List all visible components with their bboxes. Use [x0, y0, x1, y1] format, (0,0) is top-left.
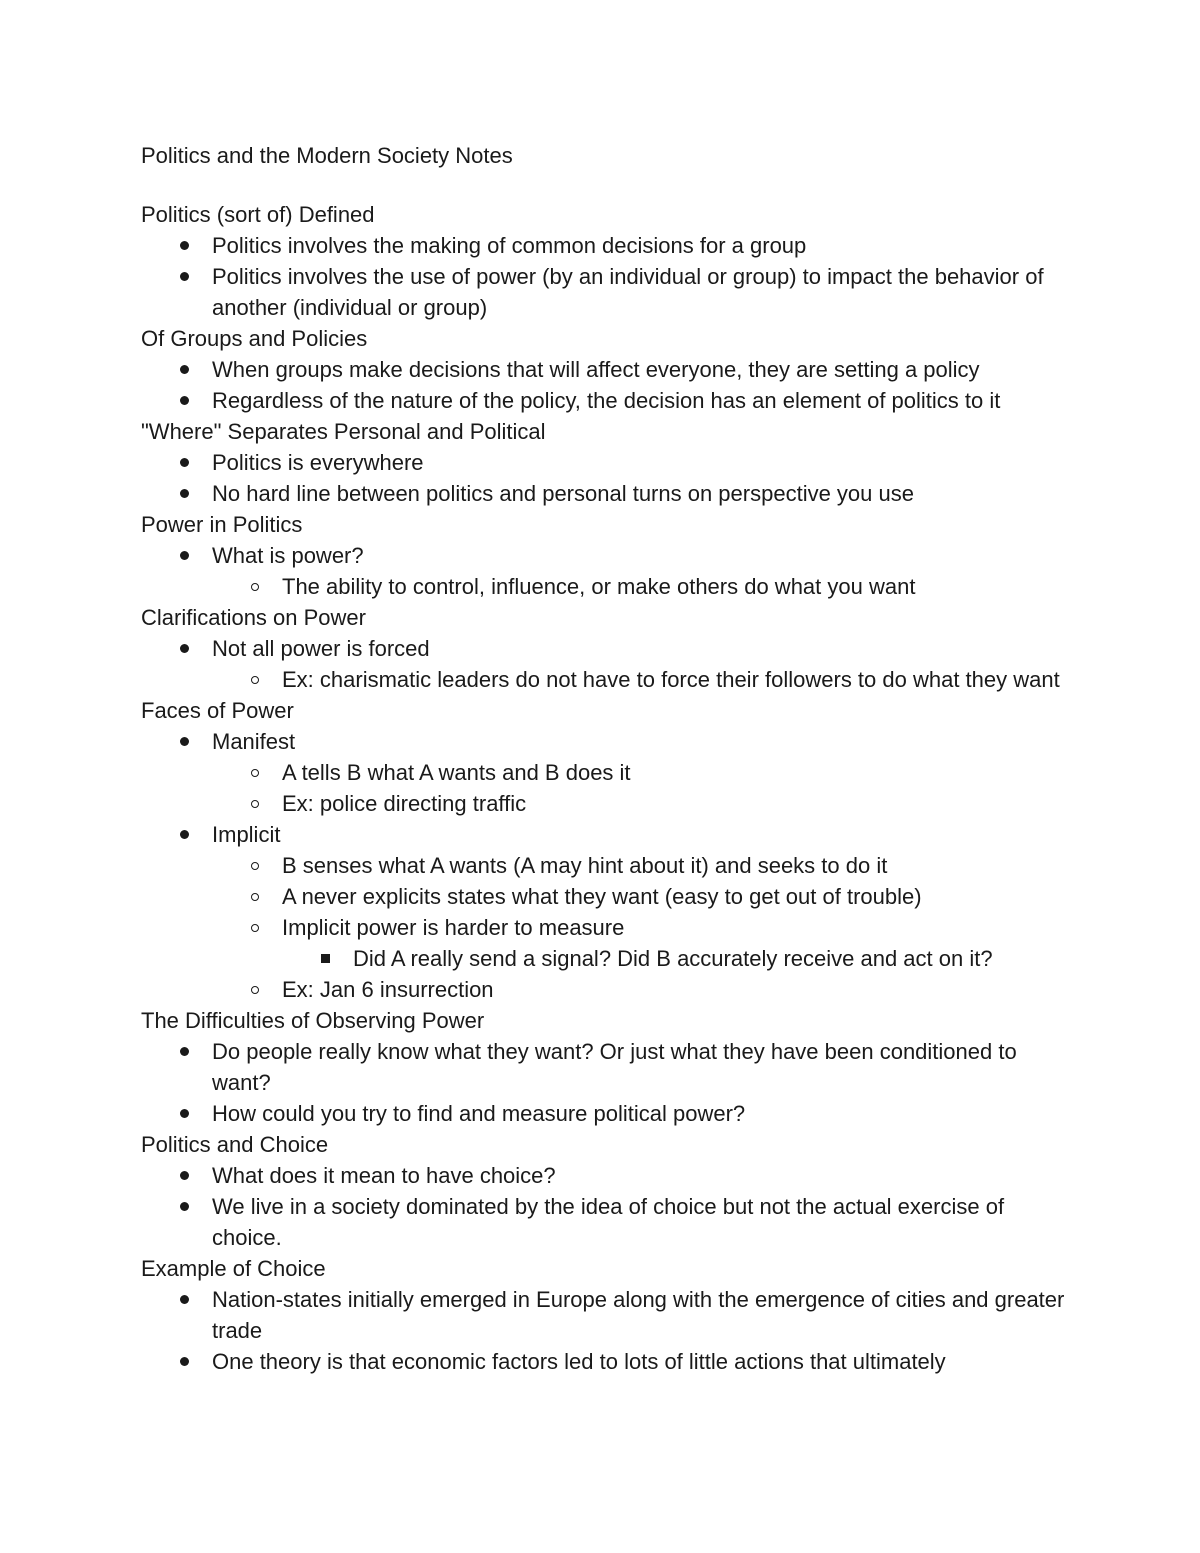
list-item	[141, 1284, 1071, 1346]
circle-bullet-icon	[248, 974, 262, 1005]
disc-bullet-icon	[177, 633, 191, 664]
bullet-list	[141, 1036, 1071, 1129]
bullet-list	[141, 1160, 1071, 1253]
section-heading: Power in Politics	[141, 512, 303, 537]
list-item-text: One theory is that economic factors led to lots of little actions that ultimately	[212, 1349, 946, 1374]
circle-bullet-icon	[248, 850, 262, 881]
list-item-text: A tells B what A wants and B does it	[282, 760, 631, 785]
disc-bullet-icon	[177, 1098, 191, 1129]
disc-bullet-icon	[177, 726, 191, 757]
list-item-text: We live in a society dominated by the idea of choice but not the actual exercise of choice.	[212, 1194, 1005, 1250]
list-item	[141, 540, 1071, 571]
list-item	[141, 1036, 1071, 1098]
bullet-list	[141, 354, 1071, 416]
list-item-text: Politics involves the use of power (by an individual or group) to impact the behavior of another (individual or group)	[212, 264, 1044, 320]
list-item-text: Nation-states initially emerged in Europe along with the emergence of cities and greater trade	[212, 1287, 1065, 1343]
bullet-list	[141, 633, 1071, 695]
list-item	[141, 1098, 1071, 1129]
disc-bullet-icon	[177, 1160, 191, 1191]
list-item	[141, 1346, 1071, 1377]
list-item-text: Implicit	[212, 822, 281, 847]
list-item	[141, 633, 1071, 664]
section-heading: Clarifications on Power	[141, 605, 366, 630]
list-item-text: The ability to control, influence, or make others do what you want	[282, 574, 916, 599]
section-heading: Faces of Power	[141, 698, 294, 723]
list-item	[141, 850, 1071, 881]
disc-bullet-icon	[177, 1191, 191, 1222]
disc-bullet-icon	[177, 385, 191, 416]
circle-bullet-icon	[248, 757, 262, 788]
list-item-text: How could you try to find and measure political power?	[212, 1101, 746, 1126]
list-item-text: What does it mean to have choice?	[212, 1163, 556, 1188]
list-item-text: Not all power is forced	[212, 636, 430, 661]
disc-bullet-icon	[177, 1284, 191, 1315]
circle-bullet-icon	[248, 912, 262, 943]
circle-bullet-icon	[248, 571, 262, 602]
bullet-list	[141, 726, 1071, 1005]
list-item-text: Politics involves the making of common decisions for a group	[212, 233, 807, 258]
bullet-list	[141, 540, 1071, 602]
list-item	[141, 788, 1071, 819]
circle-bullet-icon	[248, 664, 262, 695]
disc-bullet-icon	[177, 1036, 191, 1067]
list-item-text: No hard line between politics and personal turns on perspective you use	[212, 481, 914, 506]
bullet-list	[141, 1284, 1071, 1377]
list-item	[141, 819, 1071, 850]
section-heading: "Where" Separates Personal and Political	[141, 419, 546, 444]
circle-bullet-icon	[248, 788, 262, 819]
list-item-text: Regardless of the nature of the policy, the decision has an element of politics to it	[212, 388, 1001, 413]
document-sections	[141, 199, 1071, 1377]
document-body	[141, 140, 1071, 1377]
document-title: Politics and the Modern Society Notes	[141, 143, 513, 168]
disc-bullet-icon	[177, 230, 191, 261]
list-item	[141, 1160, 1071, 1191]
section-heading: Politics (sort of) Defined	[141, 202, 375, 227]
circle-bullet-icon	[248, 881, 262, 912]
list-item	[141, 726, 1071, 757]
list-item	[141, 1191, 1071, 1253]
list-item-text: Implicit power is harder to measure	[282, 915, 625, 940]
bullet-list	[141, 447, 1071, 509]
list-item-text: What is power?	[212, 543, 364, 568]
list-item	[141, 447, 1071, 478]
list-item-text: Ex: charismatic leaders do not have to force their followers to do what they want	[282, 667, 1060, 692]
section-heading: Of Groups and Policies	[141, 326, 368, 351]
disc-bullet-icon	[177, 478, 191, 509]
list-item	[141, 571, 1071, 602]
list-item-text: A never explicits states what they want (easy to get out of trouble)	[282, 884, 922, 909]
list-item	[141, 664, 1071, 695]
list-item-text: Did A really send a signal? Did B accurately receive and act on it?	[353, 946, 993, 971]
disc-bullet-icon	[177, 447, 191, 478]
bullet-list	[141, 230, 1071, 323]
list-item	[141, 912, 1071, 943]
list-item-text: Ex: police directing traffic	[282, 791, 527, 816]
disc-bullet-icon	[177, 819, 191, 850]
list-item	[141, 757, 1071, 788]
square-bullet-icon	[318, 943, 332, 974]
list-item	[141, 943, 1071, 974]
list-item	[141, 385, 1071, 416]
disc-bullet-icon	[177, 354, 191, 385]
list-item	[141, 261, 1071, 323]
list-item-text: B senses what A wants (A may hint about it) and seeks to do it	[282, 853, 888, 878]
disc-bullet-icon	[177, 540, 191, 571]
list-item	[141, 974, 1071, 1005]
disc-bullet-icon	[177, 261, 191, 292]
section-heading: Politics and Choice	[141, 1132, 329, 1157]
section-heading: Example of Choice	[141, 1256, 326, 1281]
disc-bullet-icon	[177, 1346, 191, 1377]
list-item	[141, 478, 1071, 509]
list-item-text: Politics is everywhere	[212, 450, 424, 475]
list-item-text: Do people really know what they want? Or just what they have been conditioned to want?	[212, 1039, 1017, 1095]
list-item	[141, 881, 1071, 912]
list-item-text: When groups make decisions that will affect everyone, they are setting a policy	[212, 357, 980, 382]
list-item	[141, 354, 1071, 385]
list-item-text: Manifest	[212, 729, 296, 754]
list-item	[141, 230, 1071, 261]
list-item-text: Ex: Jan 6 insurrection	[282, 977, 494, 1002]
section-heading: The Difficulties of Observing Power	[141, 1008, 485, 1033]
